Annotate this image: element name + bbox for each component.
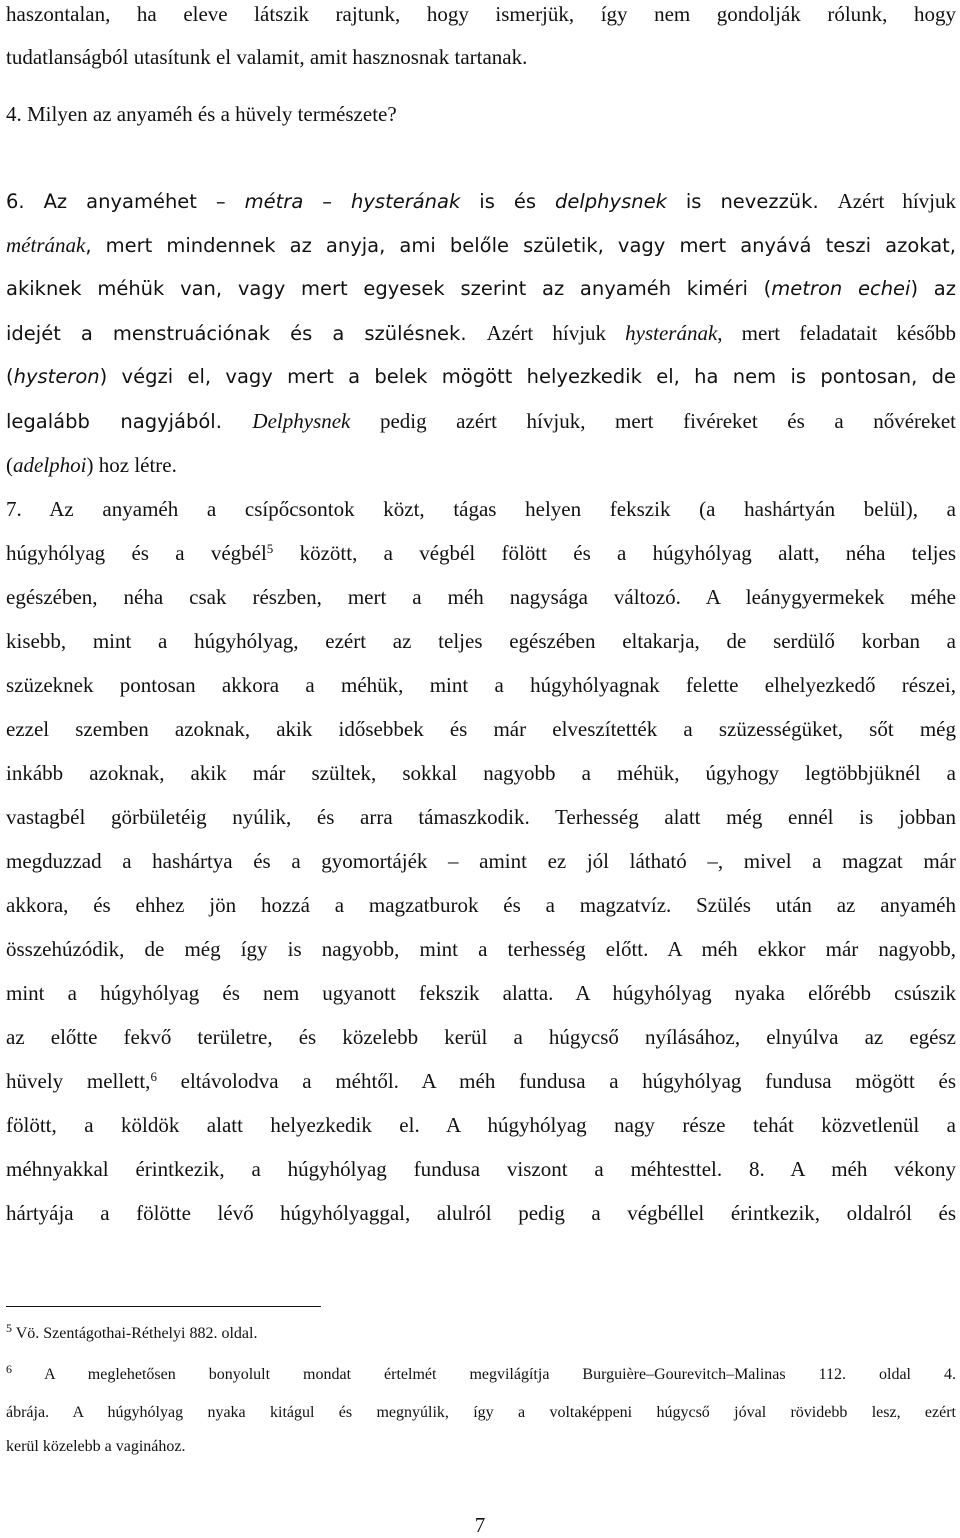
text-line: összehúzódik, de még így is nagyobb, mint a terhesség előtt. A méh ekkor már nagyobb,	[6, 937, 956, 961]
text-line: kisebb, mint a húgyhólyag, ezért az teljes egészében eltakarja, de serdülő korban a	[6, 629, 956, 653]
text-line: hártyája a fölötte lévő húgyhólyaggal, alulról pedig a végbéllel érintkezik, oldalról és	[6, 1201, 956, 1225]
text-line: legalább nagyjából. Delphysnek pedig azért hívjuk, mert fivéreket és a nővéreket	[6, 409, 956, 433]
text-line: ezzel szemben azoknak, akik idősebbek és már elveszítették a szüzességüket, sőt még	[6, 717, 956, 741]
text-line: 6. Az anyaméhet – métra – hysterának is és delphysnek is nevezzük. Azért hívjuk	[6, 189, 956, 213]
text-line: 7. Az anyaméh a csípőcsontok közt, tágas helyen fekszik (a hashártyán belül), a	[6, 497, 956, 521]
footnote-ref: 5	[266, 541, 274, 556]
text-line: inkább azoknak, akik már szültek, sokkal nagyobb a méhük, úgyhogy legtöbbjüknél a	[6, 761, 956, 785]
text-line: szüzeknek pontosan akkora a méhük, mint a húgyhólyagnak felette elhelyezkedő részei,	[6, 673, 956, 697]
text-line: fölött, a köldök alatt helyezkedik el. A húgyhólyag nagy része tehát közvetlenül a	[6, 1113, 956, 1137]
text-line: húgyhólyag és a végbél$^5$ között, a végbél fölött és a húgyhólyag alatt, néha teljes	[6, 541, 956, 565]
text-line: akkora, és ehhez jön hozzá a magzatburok és a magzatvíz. Szülés után az anyaméh	[6, 893, 956, 917]
text-line: mint a húgyhólyag és nem ugyanott fekszik alatta. A húgyhólyag nyaka előrébb csúszik	[6, 981, 956, 1005]
text-line: haszontalan, ha eleve látszik rajtunk, hogy ismerjük, így nem gondolják rólunk, hogy	[6, 2, 956, 26]
footnote-6: $^6$ A meglehetősen bonyolult mondat értelmét megvilágítja Burguière–Gourevitch–Malinas 112. oldal 4.	[6, 1362, 956, 1383]
text-line: hüvely mellett,$^6$ eltávolodva a méhtől. A méh fundusa a húgyhólyag fundusa mögött és	[6, 1069, 956, 1093]
text-line: egészében, néha csak részben, mert a méh nagysága változó. A leánygyermekek méhe	[6, 585, 956, 609]
text-line: (adelphoi) hoz létre.	[6, 453, 177, 477]
footnote-5: $^5$ Vö. Szentágothai-Réthelyi 882. oldal.	[6, 1321, 258, 1342]
page-number: 7	[474, 1513, 486, 1537]
text-line: métrának, mert mindennek az anyja, ami belőle születik, vagy mert anyává teszi azokat,	[6, 233, 956, 257]
section-heading: 4. Milyen az anyaméh és a hüvely természete?	[6, 102, 397, 126]
footnote-6-line: kerül közelebb a vaginához.	[6, 1438, 186, 1455]
text-line: akiknek méhük van, vagy mert egyesek szerint az anyaméh kiméri (metron echei) az	[6, 277, 956, 300]
text-line: az előtte fekvő területre, és közelebb kerül a húgycső nyílásához, elnyúlva az egész	[6, 1025, 956, 1049]
text-line: idejét a menstruációnak és a szülésnek. Azért hívjuk hysterának, mert feladatait később	[6, 321, 956, 345]
text-line: méhnyakkal érintkezik, a húgyhólyag fundusa viszont a méhtesttel. 8. A méh vékony	[6, 1157, 956, 1181]
text-line: megduzzad a hashártya és a gyomortájék – amint ez jól látható –, mivel a magzat már	[6, 849, 956, 873]
text-line: tudatlanságból utasítunk el valamit, amit hasznosnak tartanak.	[6, 45, 528, 69]
footnote-ref: 6	[150, 1069, 157, 1084]
footnote-6-line: ábrája. A húgyhólyag nyaka kitágul és megnyúlik, így a voltaképpeni húgycső jóval rövidebb lesz, ezért	[6, 1404, 956, 1421]
text-line: vastagbél görbületéig nyúlik, és arra támaszkodik. Terhesség alatt még ennél is jobban	[6, 805, 956, 829]
footnote-separator	[6, 1306, 321, 1307]
text-line: (hysteron) végzi el, vagy mert a belek mögött helyezkedik el, ha nem is pontosan, de	[6, 365, 956, 388]
